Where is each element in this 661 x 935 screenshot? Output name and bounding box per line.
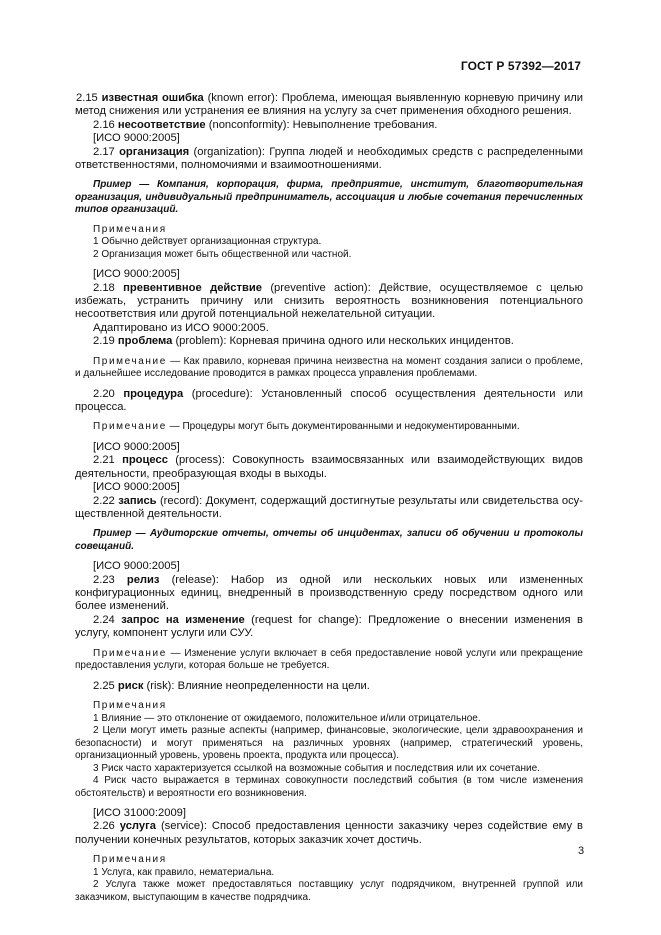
term-name: превентивное действие: [123, 281, 262, 294]
note-label: Примечание: [93, 647, 167, 659]
page-number: 3: [578, 845, 585, 857]
term-number: 2.17: [93, 145, 115, 158]
term-definition: (request for change): Предложение о внесении изменения в услугу, компонент услуги или СУУ.: [75, 613, 583, 640]
term-number: 2.23: [93, 573, 115, 586]
term-2-21: [75, 454, 583, 481]
term-2-26: [75, 820, 583, 847]
notes-block: [75, 224, 583, 262]
term-definition: (organization): Группа людей и необходимых средств с распределенными ответственностями, полномочиями и взаимоотношениями.: [75, 145, 584, 172]
term-2-15: [75, 92, 583, 119]
term-2-19: [75, 335, 583, 348]
note-paragraph: [75, 356, 583, 381]
term-name: риск: [117, 679, 144, 692]
term-2-25: [75, 680, 583, 693]
note-item: 1 Влияние — это отклонение от ожидаемого, положительное и/или отрицательное.: [93, 712, 481, 724]
term-number: 2.26: [93, 820, 115, 833]
term-2-24: [75, 614, 583, 641]
term-2-17: [75, 146, 583, 173]
term-number: 2.15: [76, 92, 98, 104]
source-reference: [ИСО 31000:2009]: [93, 807, 187, 819]
term-definition: (known error): Проблема, имеющая выявленную корневую причину или метод снижения или устранения ее влияния на услугу за счет применения обходного решения.: [75, 92, 584, 118]
source-reference: [ИСО 9000:2005]: [93, 481, 180, 494]
note-text: — Как правило, корневая причина неизвестна на момент создания записи о проблеме, и дальнейшее исследование проводится в рамках процесса управления проблемами.: [75, 355, 583, 380]
page-content: [75, 92, 583, 904]
term-number: 2.19: [93, 335, 115, 348]
term-name: запрос на изменение: [121, 613, 245, 626]
example-text: Пример — Компания, корпорация, фирма, предприятие, институт, благотворительная организация, индивидуальный предприниматель, ассоциация и любые сочетания перечисленных типов организаций.: [75, 179, 583, 216]
term-definition: (service): Способ предоставления ценности заказчику через содействие ему в получении конечных результатов, которых заказчик хочет достичь.: [75, 820, 583, 846]
source-reference: [ИСО 9000:2005]: [93, 268, 180, 281]
term-definition: (nonconformity): Невыполнение требования.: [205, 118, 438, 131]
notes-title: Примечания: [93, 700, 167, 711]
note-label: Примечание: [93, 421, 167, 433]
source-reference: [ИСО 9000:2005]: [93, 560, 180, 573]
source-reference: [ИСО 9000:2005]: [93, 132, 180, 145]
term-name: организация: [119, 145, 190, 158]
term-definition: (release): Набор из одной или нескольких новых или измененных конфигурационных единиц, внедренный в производственную среду посредством одного или более изменений.: [75, 573, 583, 613]
term-name: релиз: [126, 573, 160, 586]
term-name: процесс: [122, 454, 168, 467]
notes-title: Примечания: [93, 854, 167, 866]
term-name: процедура: [123, 387, 184, 400]
document-header: ГОСТ Р 57392—2017: [460, 59, 581, 73]
term-number: 2.21: [93, 454, 115, 467]
term-number: 2.25: [93, 679, 115, 692]
term-definition: (preventive action): Действие, осуществляемое с целью избежать, устранить причину или снизить вероятность возникновения потенциального несоответствия или другой потенциальной нежелательной ситуации.: [75, 281, 584, 321]
term-definition: (record): Документ, содержащий достигнутые результаты или свидетельства осуществленной деятельности.: [75, 494, 583, 520]
term-name: услуга: [119, 820, 156, 833]
term-2-16: [75, 119, 583, 132]
note-item: 2 Цели могут иметь разные аспекты (например, финансовые, экологические, цели здравоохранения и безопасности) и могут применяться на различных уровнях (например, стратегический уровень, организационный уровень, уровень проекта, продукта или процесса).: [75, 725, 583, 761]
term-2-23: [75, 574, 583, 614]
term-number: 2.20: [93, 387, 115, 400]
note-paragraph: [75, 421, 583, 434]
notes-block: [75, 854, 583, 904]
note-label: Примечание: [93, 355, 167, 367]
note-item: 2 Услуга также может предоставляться поставщику услуг подрядчиком, внутренней группой или заказчиком, выступающим в качестве подрядчика.: [75, 879, 583, 903]
note-paragraph: [75, 648, 583, 673]
term-name: известная ошибка: [101, 92, 204, 104]
term-name: запись: [118, 494, 157, 507]
term-number: 2.18: [93, 281, 115, 294]
notes-block: [75, 700, 583, 800]
term-definition: (risk): Влияние неопределенности на цели.: [143, 679, 370, 692]
example-text: Пример — Аудиторские отчеты, отчеты об инцидентах, записи об обучении и протоколы совещаний.: [75, 528, 583, 552]
note-item: 2 Организация может быть общественной или частной.: [93, 248, 352, 260]
term-number: 2.22: [93, 494, 115, 507]
note-item: 3 Риск часто характеризуется ссылкой на возможные события и последствия или их сочетание.: [93, 762, 540, 774]
note-item: 1 Услуга, как правило, нематериальна.: [93, 866, 275, 878]
note-text: — Процедуры могут быть документированными и недокументированными.: [166, 421, 520, 433]
term-definition: (problem): Корневая причина одного или нескольких инцидентов.: [172, 335, 514, 348]
term-2-18: [75, 282, 583, 322]
term-definition: (procedure): Установленный способ осуществления деятельности или процесса.: [75, 387, 583, 413]
term-name: несоответствие: [117, 118, 206, 131]
term-name: проблема: [117, 335, 173, 348]
source-reference: [ИСО 9000:2005]: [93, 440, 180, 453]
note-text: — Изменение услуги включает в себя предоставление новой услуги или прекращение предоставления услуги, которая больше не требуется.: [75, 647, 583, 672]
note-item: 4 Риск часто выражается в терминах совокупности последствий события (в том числе изменения обстоятельств) и вероятности его возникновения.: [75, 775, 583, 799]
adapted-note: Адаптировано из ИСО 9000:2005.: [93, 321, 269, 334]
term-2-22: [75, 495, 583, 522]
term-number: 2.16: [93, 118, 115, 131]
notes-title: Примечания: [93, 223, 167, 235]
term-number: 2.24: [93, 613, 115, 626]
term-definition: (process): Совокупность взаимосвязанных или взаимодействующих видов деятельности, преобразующая входы в выходы.: [75, 454, 584, 480]
note-item: 1 Обычно действует организационная структура.: [93, 236, 322, 248]
term-2-20: [75, 388, 583, 415]
